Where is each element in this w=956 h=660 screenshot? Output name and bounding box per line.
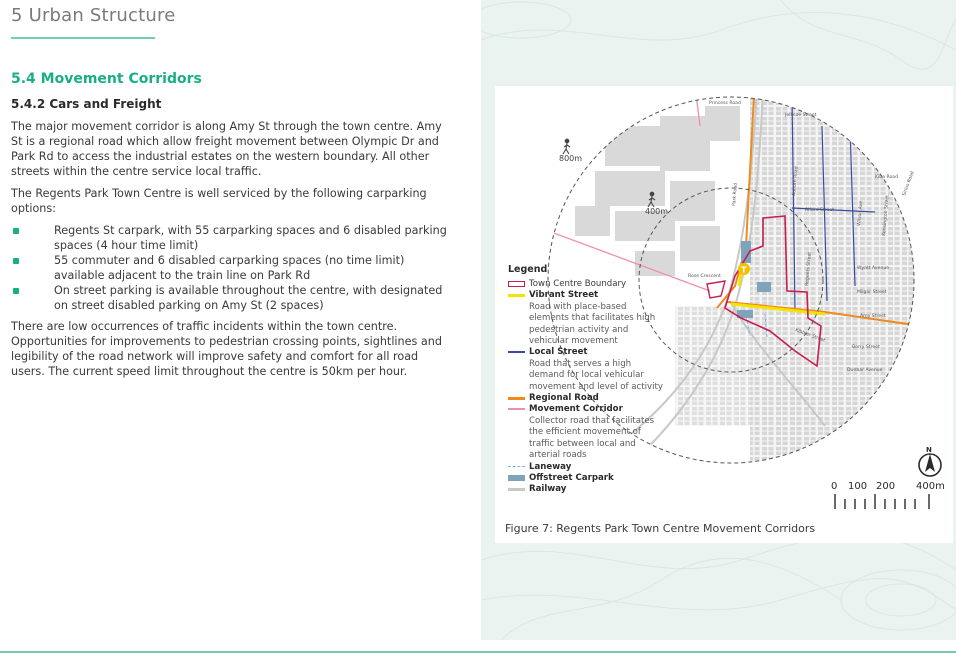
north-arrow-icon <box>915 444 945 480</box>
map-legend <box>508 264 668 496</box>
list-item-text: Regents St carpark, with 55 carparking spaces and 6 disabled parking spaces (4 hour time limit) <box>54 224 447 252</box>
walking-800m-icon <box>563 139 570 154</box>
title-underline <box>11 37 155 39</box>
scale-bar <box>835 494 929 509</box>
scale-tick-label: 200 <box>876 481 896 492</box>
legend-item-vibrant-street: Vibrant Street Road with place-based elements that facilitates high pedestrian activity and vehicular movement <box>508 290 668 347</box>
street-label: Regents Street <box>805 251 813 287</box>
subsection-title: 5.4 Movement Corridors <box>11 71 202 87</box>
movement-corridor-swatch-icon <box>508 408 525 410</box>
street-label: Auburn Road <box>792 166 800 197</box>
street-label: Alford Street <box>805 208 834 213</box>
paragraph-movement-corridor: The major movement corridor is along Amy St through the town centre. Amy St is a regional road which allow freight movement between Olympic Dr and Park Rd to access the industrial estates on the western boundary. All other streets within the centre service local traffic. <box>11 120 442 178</box>
legend-title: Legend <box>508 264 548 275</box>
scale-tick-label: 400m <box>916 481 945 492</box>
street-label: Rose Crescent <box>688 274 721 279</box>
list-item <box>11 283 451 313</box>
regional-road-swatch-icon <box>508 397 525 400</box>
north-arrow <box>915 444 945 485</box>
legend-item-regional-road: Regional Road <box>508 393 668 404</box>
street-label: Park Road <box>732 182 739 207</box>
paragraph-traffic-incidents: There are low occurrences of traffic incidents within the town centre. Opportunities for improvements to pedestrian crossing points, sightlines and legibility of the road network will improve safety and comfort for all road users. The current speed limit throughout the centre is 50km per hour. <box>11 320 442 378</box>
figure-caption: Figure 7: Regents Park Town Centre Movement Corridors <box>505 522 816 535</box>
street-label: Kensington Street <box>882 194 891 237</box>
street-label: Kiba Road <box>875 175 899 180</box>
street-label: Dunbar Avenue <box>847 368 883 373</box>
list-item-text: On street parking is available throughout the centre, with designated on street disabled parking on Amy St (2 spaces) <box>54 284 443 312</box>
scale-tick-label: 0 <box>831 481 838 492</box>
local-street-swatch-icon <box>508 351 525 353</box>
legend-item-movement-corridor: Movement Corridor Collector road that facilitates the efficient movement of traffic between local and arterial roads <box>508 404 668 461</box>
carpark-swatch-icon <box>508 475 525 481</box>
legend-item-railway: Railway <box>508 484 668 495</box>
street-label: Jellicoe Street <box>785 113 817 118</box>
train-station-label: T <box>741 265 747 275</box>
street-label: Princess Road <box>709 101 741 106</box>
paragraph-carparking-intro: The Regents Park Town Centre is well serviced by the following carparking options: <box>11 187 427 215</box>
subsection-subtitle: 5.4.2 Cars and Freight <box>11 97 162 111</box>
laneway-swatch-icon <box>508 466 525 467</box>
street-label: Sirius Road <box>902 170 916 197</box>
page-bottom-rule <box>0 651 956 653</box>
street-label: Amy Street <box>860 314 886 319</box>
vibrant-street-swatch-icon <box>508 294 525 297</box>
street-label: Wilson Ave <box>857 200 865 227</box>
walk-800m-label: 800m <box>559 154 583 163</box>
bullet-icon <box>13 258 19 264</box>
walk-400m-label: 400m <box>645 207 669 216</box>
north-label: N <box>926 446 932 454</box>
railway-swatch-icon <box>508 488 525 491</box>
legend-item-offstreet-carpark: Offstreet Carpark <box>508 473 668 484</box>
legend-item-laneway: Laneway <box>508 462 668 473</box>
legend-item-town-centre-boundary: Town Centre Boundary <box>508 279 668 290</box>
legend-item-local-street: Local Street Road that serves a high demand for local vehicular movement and level of activity <box>508 347 668 393</box>
list-item-text: 55 commuter and 6 disabled carparking spaces (no time limit) available adjacent to the train line on Park Rd <box>54 254 405 282</box>
street-label: Berry Street <box>852 345 880 350</box>
street-label: Wyatt Avenue <box>857 266 890 271</box>
street-label: Milgar Street <box>857 290 887 295</box>
section-title: 5 Urban Structure <box>11 5 176 26</box>
bullet-icon <box>13 288 19 294</box>
scale-tick-label: 100 <box>848 481 868 492</box>
list-item <box>11 223 451 253</box>
carparking-list <box>11 223 451 313</box>
street-label: Kibbler Street <box>794 328 826 344</box>
boundary-swatch-icon <box>508 281 525 287</box>
bullet-icon <box>13 228 19 234</box>
list-item <box>11 253 451 283</box>
